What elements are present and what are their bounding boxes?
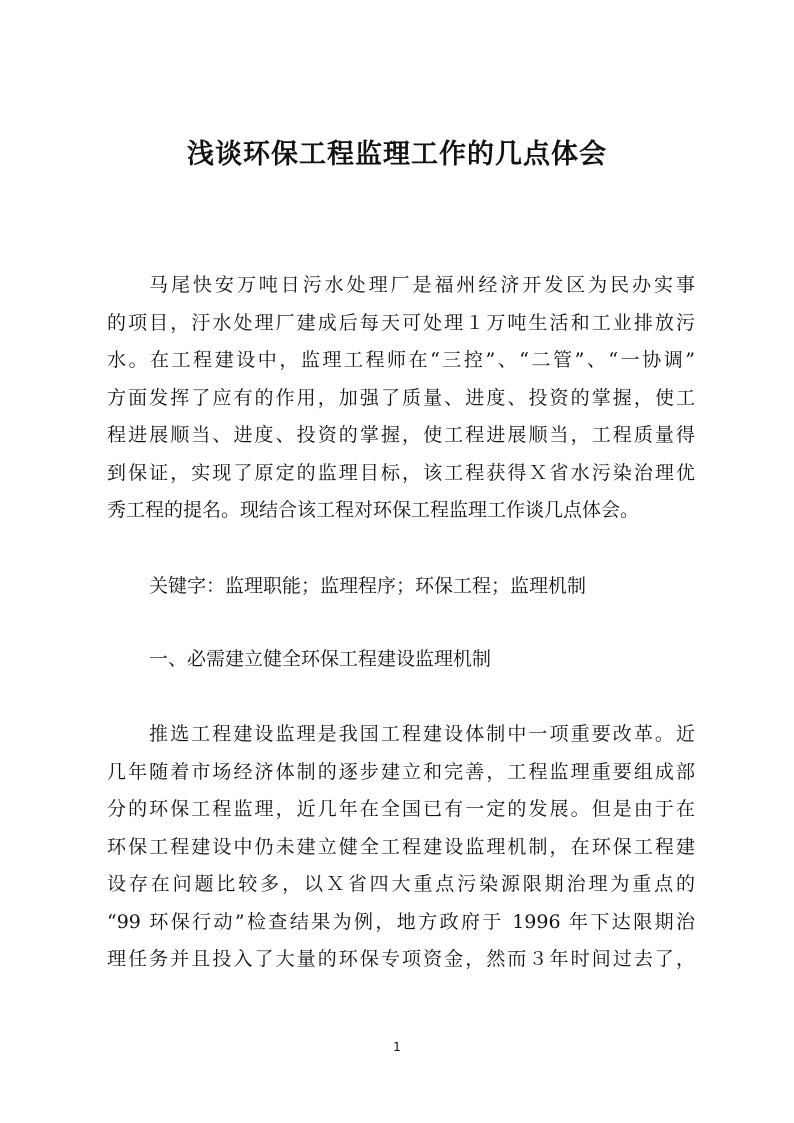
paragraph-line: 程进展顺当、进度、投资的掌握，使工程进展顺当，工程质量得 (107, 424, 695, 446)
page-number: 1 (393, 1040, 401, 1054)
paragraph-line: 理任务并且投入了大量的环保专项资金，然而３年时间过去了， (107, 948, 695, 970)
keywords-text: 关键字：监理职能；监理程序；环保工程；监理机制 (149, 575, 587, 597)
paragraph-line: 设存在问题比较多，以Ｘ省四大重点污染源限期治理为重点的 (107, 873, 695, 895)
paragraph-line: “99 环保行动”检查结果为例，地方政府于 1996 年下达限期治 (107, 910, 695, 933)
intro-paragraph (107, 267, 695, 530)
paragraph-line: 到保证，实现了原定的监理目标，该工程获得Ｘ省水污染治理优 (107, 461, 695, 484)
paragraph-line: 推选工程建设监理是我国工程建设体制中一项重要改革。近 (149, 723, 695, 745)
paragraph-line: 秀工程的提名。现结合该工程对环保工程监理工作谈几点体会。 (107, 499, 640, 521)
section-heading-text: 一、必需建立健全环保工程建设监理机制 (149, 648, 492, 670)
section1-paragraph (107, 716, 695, 979)
paragraph-line: 环保工程建设中仍未建立健全工程建设监理机制，在环保工程建 (107, 835, 695, 858)
paragraph-line: 马尾快安万吨日污水处理厂是福州经济开发区为民办实事 (149, 274, 695, 296)
paragraph-line: 几年随着市场经济体制的逐步建立和完善，工程监理重要组成部 (107, 760, 695, 783)
paragraph-line: 水。在工程建设中，监理工程师在“三控”、“二管”、“一协调” (107, 349, 695, 371)
section-heading (107, 641, 695, 679)
keywords-line (107, 568, 695, 606)
document-title: 浅谈环保工程监理工作的几点体会 (187, 139, 607, 170)
paragraph-line: 方面发挥了应有的作用，加强了质量、进度、投资的掌握，使工 (107, 386, 695, 409)
paragraph-line: 的项目，汙水处理厂建成后每天可处理１万吨生活和工业排放污 (107, 311, 695, 334)
paragraph-line: 分的环保工程监理，近几年在全国已有一定的发展。但是由于在 (107, 798, 695, 820)
